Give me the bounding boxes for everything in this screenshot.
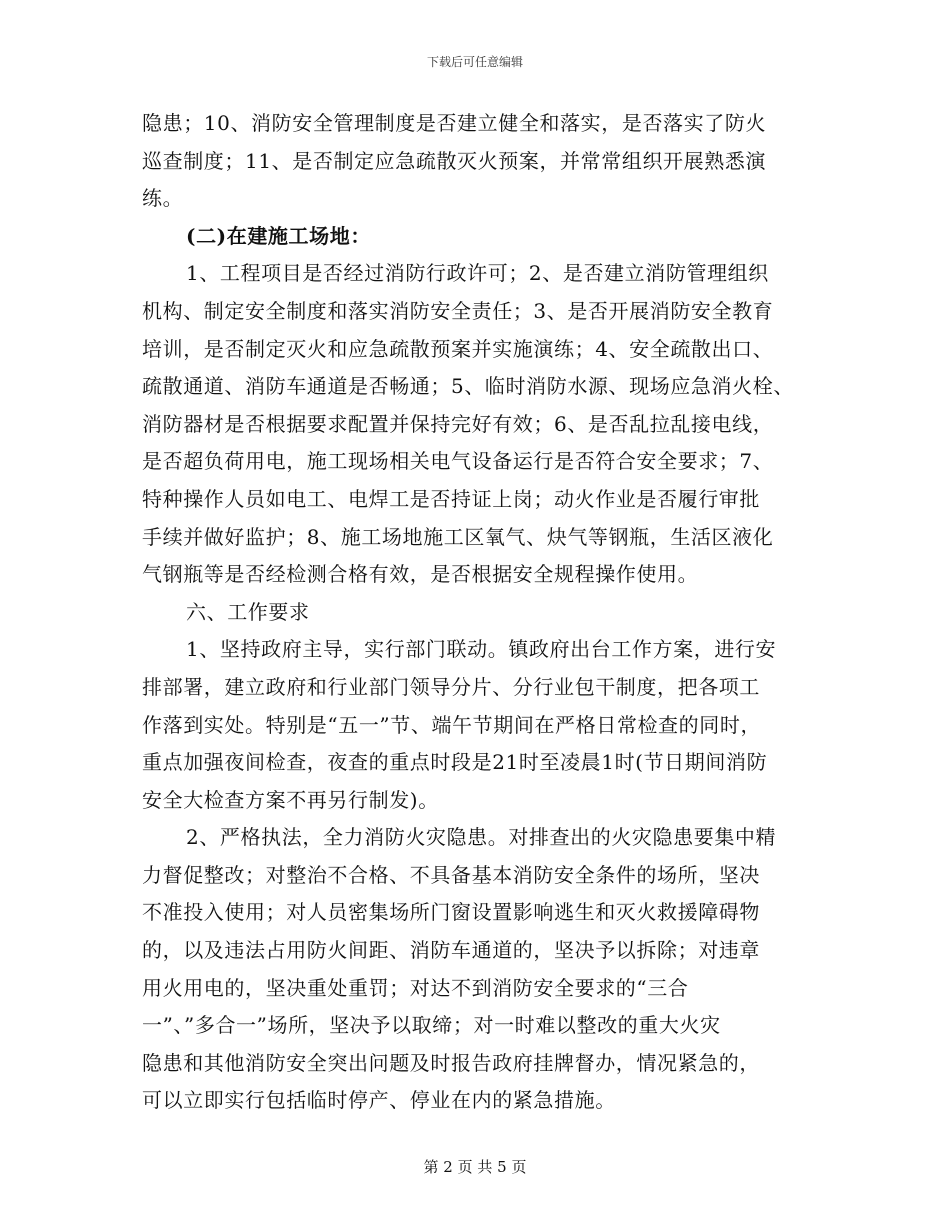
text-line: 巡查制度；11、是否制定应急疏散灭火预案，并常常组织开展熟悉演: [142, 148, 767, 173]
text-line: 不准投入使用；对人员密集场所门窗设置影响逃生和灭火救援障碍物: [142, 900, 760, 925]
text-line: 是否超负荷用电，施工现场相关电气设备运行是否符合安全要求；7、: [142, 449, 774, 474]
text-line: 气钢瓶等是否经检测合格有效，是否根据安全规程操作使用。: [142, 562, 699, 587]
text-line: 可以立即实行包括临时停产、停业在内的紧急措施。: [142, 1088, 616, 1113]
text-line: 重点加强夜间检查，夜查的重点时段是21时至凌晨1时(节日期间消防: [142, 750, 768, 775]
text-line: 作落到实处。特别是“五一”节、端午节期间在严格日常检查的同时，: [142, 712, 762, 737]
text-line: 手续并做好监护；8、施工场地施工区氧气、炔气等钢瓶，生活区液化: [142, 524, 774, 549]
text-line: 力督促整改；对整治不合格、不具备基本消防安全条件的场所，坚决: [142, 862, 760, 887]
text-line: 一”、”多合一”场所，坚决予以取缔；对一时难以整改的重大火灾: [142, 1013, 721, 1038]
section-heading: (二)在建施工场地：: [186, 223, 371, 248]
text-line: 排部署，建立政府和行业部门领导分片、分行业包干制度，把各项工: [142, 674, 760, 699]
text-line: 隐患；10、消防安全管理制度是否建立健全和落实，是否落实了防火: [142, 111, 767, 135]
text-line: 安全大检查方案不再另行制发)。: [142, 787, 439, 812]
text-line: 隐患和其他消防安全突出问题及时报告政府挂牌督办，情况紧急的，: [142, 1050, 760, 1075]
page-header: 下载后可任意编辑: [426, 55, 523, 69]
text-line: 机构、制定安全制度和落实消防安全责任；3、是否开展消防安全教育: [142, 298, 774, 323]
text-line: 消防器材是否根据要求配置并保持完好有效；6、是否乱拉乱接电线，: [142, 411, 774, 436]
text-line: 疏散通道、消防车通道是否畅通；5、临时消防水源、现场应急消火栓、: [142, 374, 794, 399]
text-line: 培训，是否制定灭火和应急疏散预案并实施演练；4、安全疏散出口、: [142, 336, 774, 361]
text-line: 练。: [142, 186, 184, 211]
text-line: 1、工程项目是否经过消防行政许可；2、是否建立消防管理组织: [186, 261, 769, 286]
text-line: 特种操作人员如电工、电焊工是否持证上岗；动火作业是否履行审批: [142, 486, 760, 511]
text-line: 1、坚持政府主导，实行部门联动。镇政府出台工作方案，进行安: [186, 637, 777, 662]
text-line: 用火用电的，坚决重处重罚；对达不到消防安全要求的“三合: [142, 975, 689, 1000]
text-line: 2、严格执法，全力消防火灾隐患。对排查出的火灾隐患要集中精: [186, 825, 777, 850]
document-body: [142, 105, 832, 1120]
page-footer: 第 2 页 共 5 页: [423, 1158, 527, 1176]
text-line: 的，以及违法占用防火间距、消防车通道的，坚决予以拆除；对违章: [142, 938, 760, 963]
text-line: 六、工作要求: [186, 599, 310, 624]
